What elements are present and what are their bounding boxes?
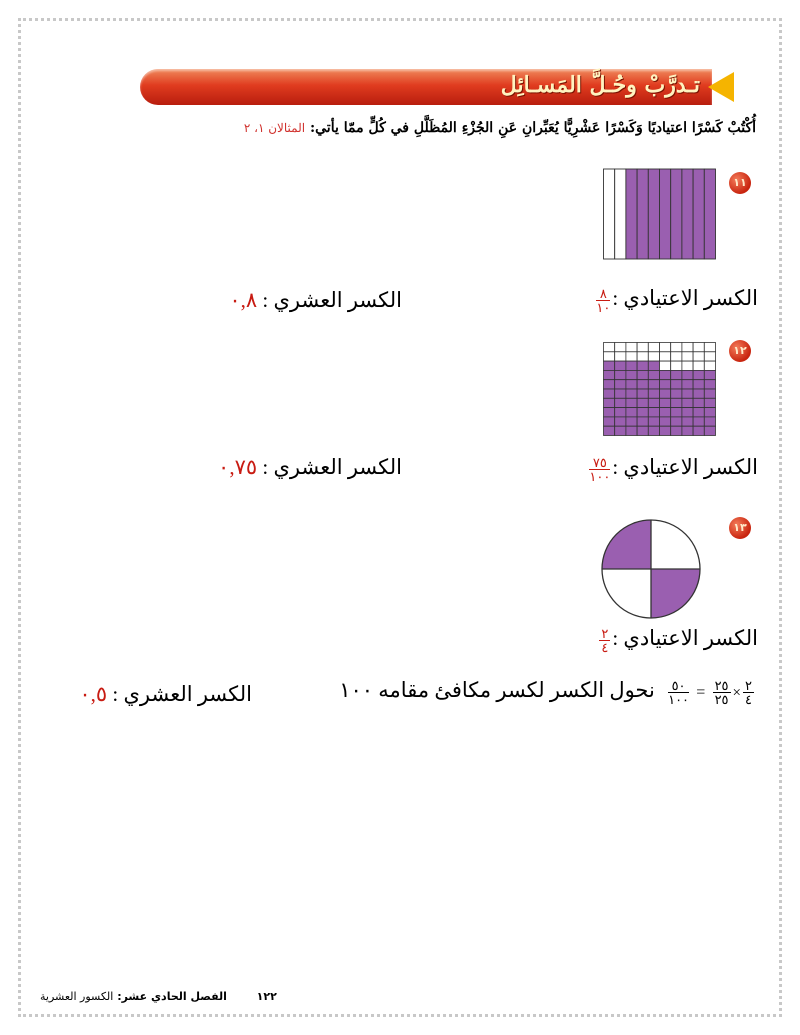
figure-hundred-grid [603,342,716,437]
strip-cell [604,169,615,259]
grid-cell [693,398,704,407]
grid-cell [671,408,682,417]
grid-cell [671,352,682,361]
grid-cell [660,361,671,370]
strip-cell [671,169,682,259]
grid-cell [704,417,715,426]
grid-cell [693,380,704,389]
grid-cell [704,426,715,435]
grid-cell [637,352,648,361]
page-number: ١٢٢ [256,990,277,1003]
chapter-title: الفصل الحادي عشر: [117,990,227,1003]
grid-cell [637,426,648,435]
grid-cell [648,352,659,361]
decimal-label: الكسر العشري : [257,455,402,479]
grid-cell [648,389,659,398]
step1-numerator: ٢ [745,677,752,693]
grid-cell [693,389,704,398]
grid-cell [615,343,626,352]
grid-cell [693,370,704,379]
step3-numerator: ٥٠ [668,679,689,693]
grid-cell [660,380,671,389]
grid-cell [648,426,659,435]
grid-cell [671,343,682,352]
grid-cell [626,408,637,417]
grid-cell [693,417,704,426]
grid-cell [604,370,615,379]
strip-cell [682,169,693,259]
grid-cell [604,398,615,407]
grid-cell [682,361,693,370]
problem-11-common-answer [594,286,758,314]
grid-cell [682,389,693,398]
grid-cell [682,370,693,379]
grid-cell [604,408,615,417]
answer-fraction [599,627,610,654]
grid-cell [648,343,659,352]
grid-cell [660,343,671,352]
problem-11-badge: ١١ [729,172,751,194]
grid-cell [660,398,671,407]
strip-cell [648,169,659,259]
strip-cell [660,169,671,259]
figure-circle-quarters [600,518,702,620]
instructions [244,120,756,136]
problem-13-badge: ١٣ [729,517,751,539]
grid-cell [637,389,648,398]
answer-fraction [589,456,610,483]
grid-cell [682,343,693,352]
page-footer [40,990,277,1003]
grid-cell [682,398,693,407]
grid-cell [682,426,693,435]
grid-cell [626,426,637,435]
grid-cell [615,408,626,417]
problem-13-working [339,678,756,706]
grid-cell [604,417,615,426]
grid-cell [660,352,671,361]
times-sign: × [732,685,742,701]
grid-cell [604,352,615,361]
step2-numerator: ٢٥ [714,677,729,693]
grid-cell [615,352,626,361]
grid-cell [660,389,671,398]
grid-cell [626,361,637,370]
grid-cell [693,352,704,361]
grid-cell [660,417,671,426]
grid-cell [626,389,637,398]
grid-cell [615,417,626,426]
step1-denominator: ٤ [745,691,752,707]
grid-cell [604,361,615,370]
step-fraction-2 [713,679,731,706]
grid-cell [604,343,615,352]
grid-cell [693,408,704,417]
grid-cell [671,426,682,435]
step-fraction-3 [668,679,689,706]
grid-cell [648,380,659,389]
grid-cell [660,408,671,417]
grid-cell [704,380,715,389]
grid-cell [637,361,648,370]
fraction-numerator: ٧٥ [589,456,610,470]
strip-cell [637,169,648,259]
problem-13-common-answer [597,626,758,654]
decimal-label: الكسر العشري : [107,682,252,706]
decimal-value: ٠,٨ [229,288,258,312]
working-note: نحول الكسر لكسر مكافئ مقامه ١٠٠ [339,678,655,702]
figure-ten-strips [603,168,716,260]
grid-cell [682,352,693,361]
grid-cell [671,370,682,379]
grid-cell [671,380,682,389]
grid-cell [704,361,715,370]
fraction-numerator: ٢ [601,625,609,641]
grid-cell [637,408,648,417]
grid-cell [704,343,715,352]
grid-cell [615,398,626,407]
grid-cell [693,361,704,370]
grid-cell [682,380,693,389]
problem-11-decimal-answer [229,288,402,313]
grid-cell [648,370,659,379]
grid-cell [704,398,715,407]
grid-cell [648,361,659,370]
banner-title: تـدرَّبْ وحُـلَّ المَسـائِل [500,72,700,98]
grid-cell [660,426,671,435]
grid-cell [682,408,693,417]
strip-cell [626,169,637,259]
grid-cell [693,426,704,435]
fraction-denominator: ١٠ [596,299,611,315]
common-fraction-label: الكسر الاعتيادي : [612,286,758,310]
instructions-text: أُكْتُبْ كَسْرًا اعتياديًا وَكَسْرًا عَشْرِيًّا يُعَبِّرانِ عَنِ الجُزْءِ المُظَلَّلِ في كُلٍّ ممّا يأتي: [309,120,756,136]
decimal-label: الكسر العشري : [257,288,402,312]
problem-12-decimal-answer [218,455,402,480]
fraction-denominator: ٤ [601,639,609,655]
grid-cell [704,389,715,398]
grid-cell [637,417,648,426]
common-fraction-label: الكسر الاعتيادي : [612,626,758,650]
grid-cell [660,370,671,379]
chapter-topic: الكسور العشرية [40,990,114,1003]
grid-cell [637,343,648,352]
grid-cell [626,417,637,426]
grid-cell [604,389,615,398]
grid-cell [704,370,715,379]
grid-cell [604,426,615,435]
equals-sign: = [696,684,706,701]
grid-cell [637,370,648,379]
step-fraction-1 [743,679,754,706]
step2-denominator: ٢٥ [714,691,729,707]
grid-cell [626,380,637,389]
decimal-value: ٠,٥ [79,682,108,706]
grid-cell [615,380,626,389]
problem-13-decimal-answer [79,682,252,707]
grid-cell [615,389,626,398]
grid-cell [626,398,637,407]
grid-cell [682,417,693,426]
grid-cell [671,398,682,407]
answer-fraction [596,287,610,314]
grid-cell [671,361,682,370]
grid-cell [626,370,637,379]
strip-cell [615,169,626,259]
strip-cell [704,169,715,259]
grid-cell [704,352,715,361]
grid-cell [637,380,648,389]
grid-cell [626,343,637,352]
grid-cell [648,417,659,426]
banner-arrow-icon [708,72,734,102]
problem-12-badge: ١٢ [729,340,751,362]
step3-denominator: ١٠٠ [668,691,690,707]
strip-cell [693,169,704,259]
fraction-denominator: ١٠٠ [589,468,611,484]
common-fraction-label: الكسر الاعتيادي : [612,455,758,479]
grid-cell [693,343,704,352]
grid-cell [615,426,626,435]
grid-cell [648,408,659,417]
grid-cell [704,408,715,417]
grid-cell [626,352,637,361]
grid-cell [671,389,682,398]
grid-cell [615,370,626,379]
examples-reference: المثالان ١، ٢ [243,121,306,135]
grid-cell [671,417,682,426]
grid-cell [648,398,659,407]
grid-cell [615,361,626,370]
fraction-numerator: ٨ [596,287,610,301]
grid-cell [604,380,615,389]
grid-cell [637,398,648,407]
decimal-value: ٠,٧٥ [218,455,258,479]
problem-12-common-answer [587,455,758,483]
